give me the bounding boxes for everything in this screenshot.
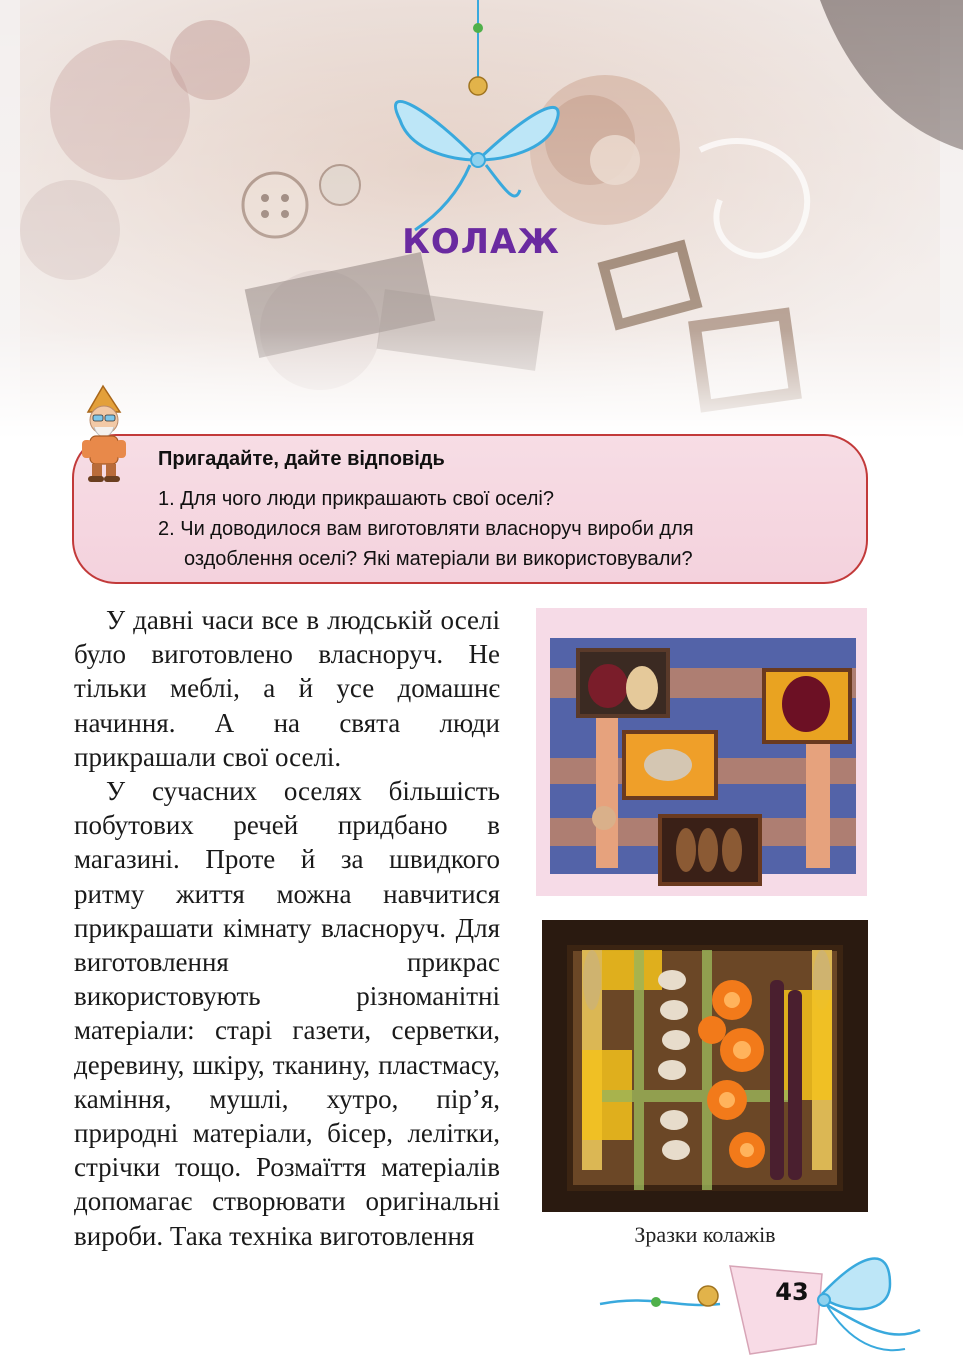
figure-caption: Зразки колажів <box>634 1222 776 1247</box>
main-text <box>74 603 500 1253</box>
page-number: 43 <box>775 1278 809 1306</box>
paragraph-1: У давні часи все в людській оселі було виготовлено власноруч. Не тільки меблі, а й усе домашнє начиння. А на свята люди прикрашали свої оселі. <box>74 605 500 772</box>
recall-questions-box <box>72 434 868 584</box>
gnome-mascot-icon <box>68 384 138 484</box>
collage-photo-flowers <box>542 920 868 1212</box>
callout-title: Пригадайте, дайте відповідь <box>158 448 445 470</box>
paragraph-2: У сучасних оселях більшість побутових речей придбано в магазині. Проте й за швидкого ритму життя можна навчитися прикрашати кімнату власноруч. Для виготовлення прикрас використовують різноманітні матеріали: старі газети, серветки, деревину, шкіру, тканину, пластмасу, каміння, мушлі, хутро, пір’я, природні матеріали, бісер, лелітки, стрічки тощо. Розмаїття матеріалів допомагає створювати оригінальні вироби. Така техніка виготовлення <box>74 776 500 1251</box>
question-2: 2. Чи доводилося вам виготовляти власноруч вироби для <box>158 518 694 540</box>
collage-photo-seeds <box>536 608 867 896</box>
chapter-title: КОЛАЖ <box>402 222 560 262</box>
question-1: 1. Для чого люди прикрашають свої оселі? <box>158 488 554 510</box>
header-collage-illustration <box>0 0 963 440</box>
question-2-continuation: оздоблення оселі? Які матеріали ви використовували? <box>184 548 693 570</box>
